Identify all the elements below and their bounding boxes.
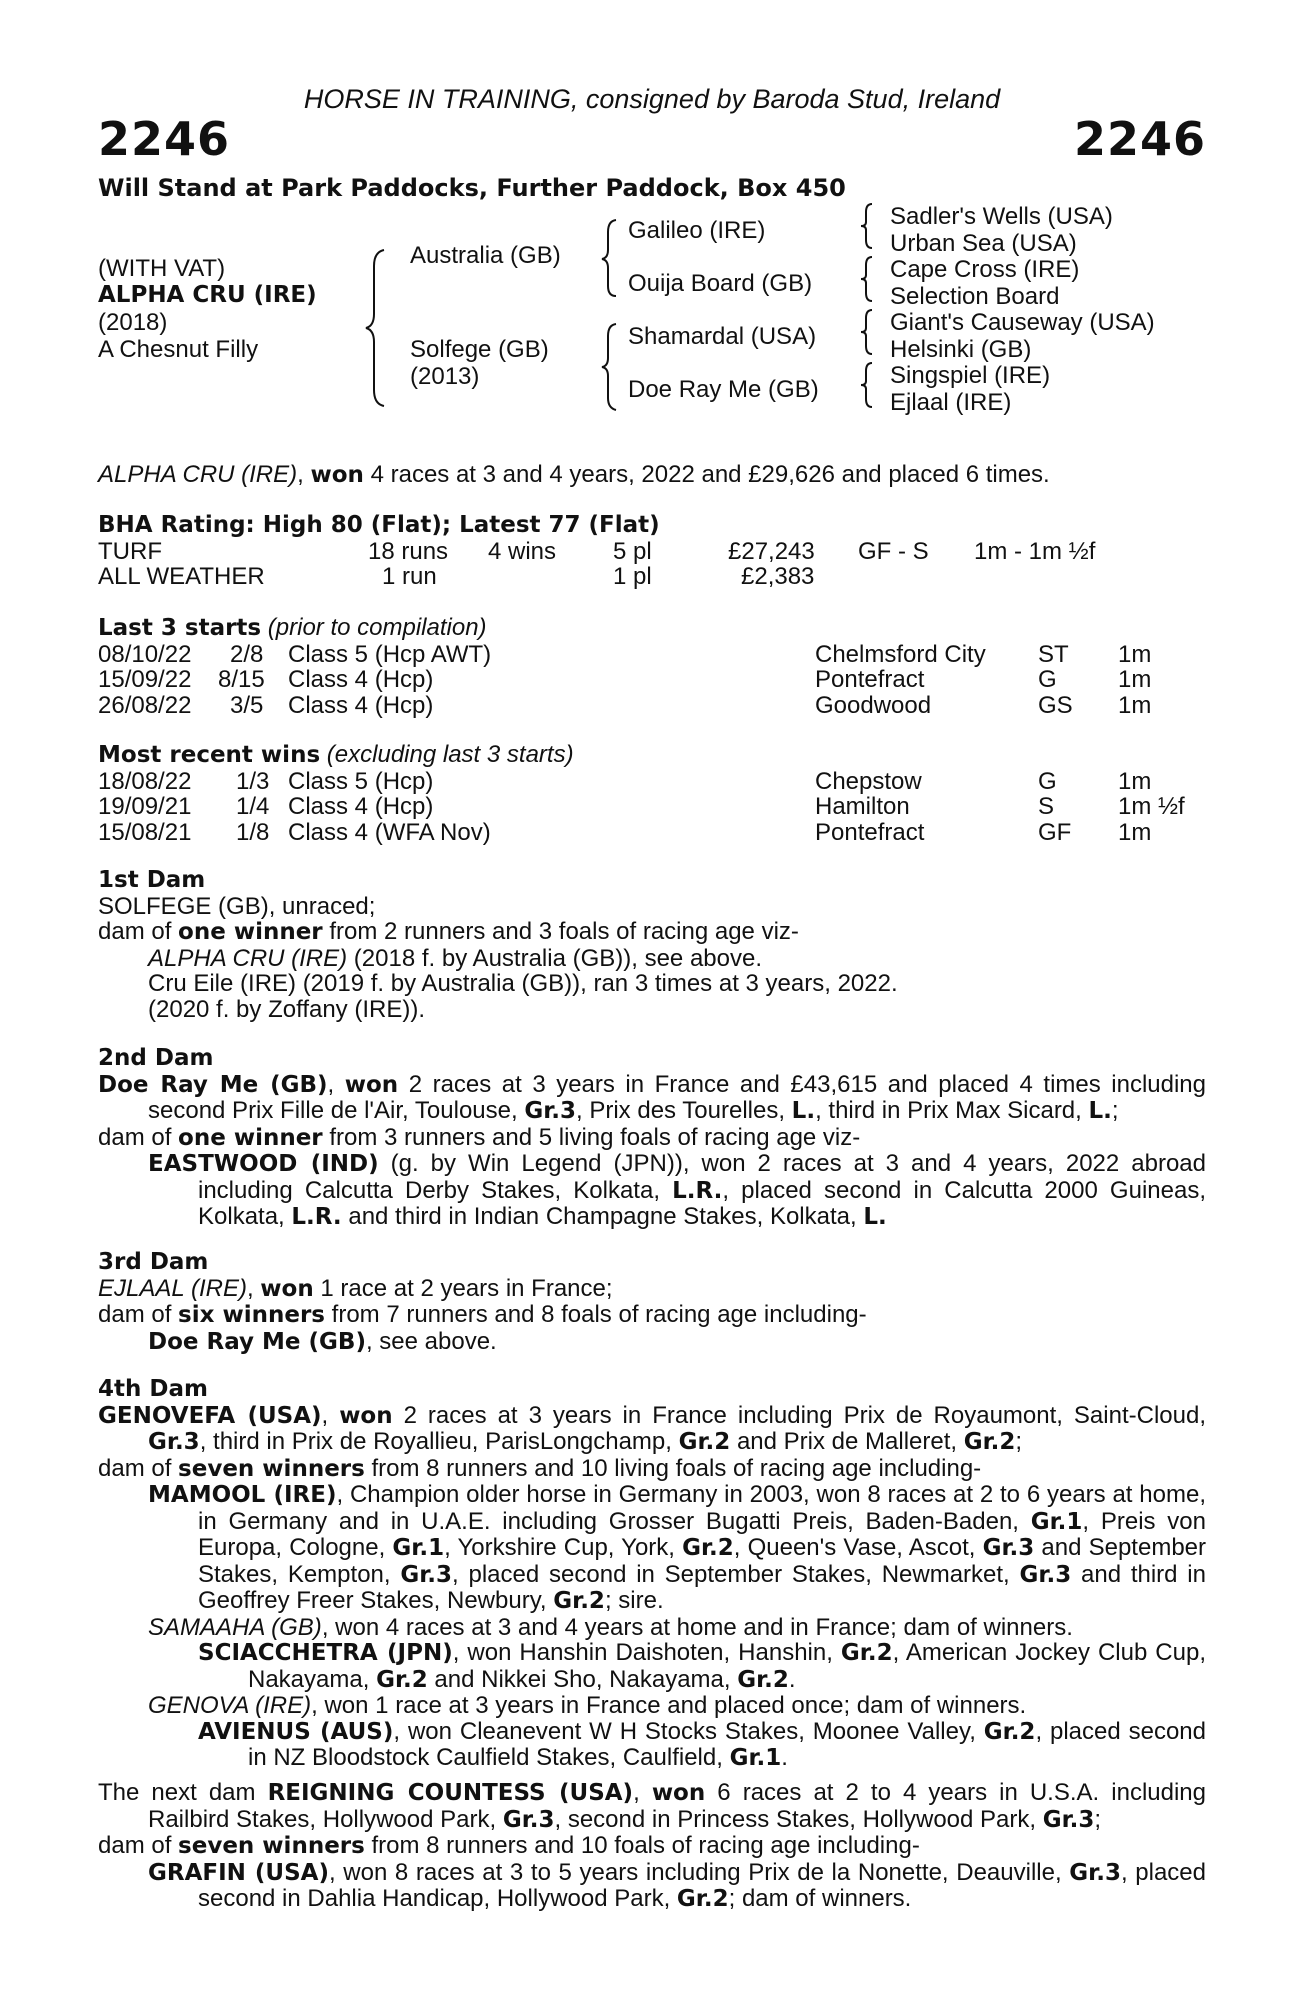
rating-surface: TURF <box>98 537 162 565</box>
lot-number-right: 2246 <box>1073 112 1206 166</box>
start-date: 08/10/22 <box>98 640 192 668</box>
table-row <box>98 794 1206 820</box>
third-dam-section: 3rd Dam EJLAAL (IRE), won 1 race at 2 years in France; dam of six winners from 7 runners and 8 foals of racing age including- Doe Ray Me (GB), see above. <box>98 1250 1206 1355</box>
win-going: G <box>1038 767 1057 795</box>
table-row <box>98 820 1206 846</box>
horse-name: ALPHA CRU (IRE) <box>98 282 317 308</box>
rating-row <box>98 539 1206 565</box>
dam-name: Doe Ray Me (GB) <box>98 1071 328 1098</box>
win-position: 1/8 <box>236 818 270 846</box>
ancestor-6: Helsinki (GB) <box>890 336 1032 363</box>
dam-name: GENOVEFA (USA) <box>98 1402 322 1429</box>
rating-surface: ALL WEATHER <box>98 563 265 590</box>
win-going: S <box>1038 793 1055 820</box>
win-date: 15/08/21 <box>98 818 192 846</box>
progeny-name: ALPHA CRU (IRE) <box>148 944 348 972</box>
progeny-name: SAMAAHA (GB) <box>148 1613 322 1641</box>
start-class: Class 4 (Hcp) <box>288 666 434 693</box>
progeny-name: SCIACCHETRA (JPN) <box>198 1640 453 1666</box>
main-brace <box>360 248 390 408</box>
start-going: ST <box>1038 640 1069 668</box>
horse-description: A Chesnut Filly <box>98 336 259 363</box>
first-dam-line: SOLFEGE (GB), unraced; <box>98 892 376 920</box>
progeny-name: MAMOOL (IRE) <box>148 1482 337 1508</box>
race-summary: ALPHA CRU (IRE), won 4 races at 3 and 4 years, 2022 and £29,626 and placed 6 times. <box>98 461 1050 488</box>
win-going: GF <box>1038 818 1072 846</box>
fourth-dam-section: 4th Dam GENOVEFA (USA), won 2 races at 3 years in France including Prix de Royaumont, Saint-Cloud, Gr.3, third in Prix de Royallieu, ParisLongchamp, Gr.2 and Prix de Malleret, Gr.2; dam of seven winners from 8 runners and 10 living foals of racing age including- MAMOOL (IRE), Champion older horse in Germany in 2003, won 8 races at 2 to 6 years at home, in Germany and in U.A.E. including Grosser Bugatti Preis, Baden-Baden, Gr.1, Preis von Europa, Cologne, Gr.1, Yorkshire Cup, York, Gr.2, Queen's Vase, Ascot, Gr.3 and September Stakes, Kempton, Gr.3, placed second in September Stakes, Newmarket, Gr.3 and third in Geoffrey Freer Stakes, Newbury, Gr.2; sire. SAMAAHA (GB), won 4 races at 3 and 4 years at home and in France; dam of winners. SCIACCHETRA (JPN), won Hanshin Daishoten, Hanshin, Gr.2, American Jockey Club Cup, Nakayama, Gr.2 and Nikkei Sho, Nakayama, Gr.2. GENOVA (IRE), won 1 race at 3 years in France and placed once; dam of winners. AVIENUS (AUS), won Cleanevent W H Stocks Stakes, Moonee Valley, Gr.2, placed second in NZ Bloodstock Caulfield Stakes, Caulfield, Gr.1. <box>98 1376 1207 1771</box>
ancestor-7: Singspiel (IRE) <box>890 362 1051 389</box>
first-dam-section: 1st Dam SOLFEGE (GB), unraced; dam of one winner from 2 runners and 3 foals of racing age viz- ALPHA CRU (IRE) (2018 f. by Australia (GB)), see above. Cru Eile (IRE) (2019 f. by Australia (GB)), ran 3 times at 3 years, 2022. (2020 f. by Zoffany (IRE)). <box>98 868 1206 1022</box>
dam-brace <box>598 322 622 412</box>
recent-wins-note: (excluding last 3 starts) <box>320 741 574 768</box>
rating-prize: £2,383 <box>741 563 815 590</box>
win-position: 1/4 <box>236 793 270 820</box>
rating-row <box>98 564 1206 590</box>
win-distance: 1m <box>1118 767 1152 795</box>
summary-horse: ALPHA CRU (IRE) <box>98 461 298 488</box>
start-class: Class 5 (Hcp AWT) <box>288 640 492 668</box>
start-going: G <box>1038 666 1057 693</box>
progeny-line: (2020 f. by Zoffany (IRE)). <box>148 995 425 1023</box>
start-date: 26/08/22 <box>98 691 192 719</box>
win-position: 1/3 <box>236 767 270 795</box>
ancestor-1: Sadler's Wells (USA) <box>890 203 1113 230</box>
recent-wins-heading: Most recent wins <box>98 742 321 768</box>
stabling-location: Will Stand at Park Paddocks, Further Paddock, Box 450 <box>98 174 846 202</box>
progeny-name: GRAFIN (USA) <box>148 1859 329 1886</box>
second-dam-heading: 2nd Dam <box>98 1045 214 1071</box>
brace-g2 <box>858 255 878 303</box>
second-dam-section: 2nd Dam Doe Ray Me (GB), won 2 races at 3 years in France and £43,615 and placed 4 times including second Prix Fille de l'Air, Toulouse, Gr.3, Prix des Tourelles, L., third in Prix Max Sicard, L.; dam of one winner from 3 runners and 5 living foals of racing age viz- EASTWOOD (IND) (g. by Win Legend (JPN)), won 2 races at 3 and 4 years, 2022 abroad including Calcutta Derby Stakes, Kolkata, L.R., placed second in Calcutta 2000 Guineas, Kolkata, L.R. and third in Indian Champagne Stakes, Kolkata, L. <box>98 1045 1206 1230</box>
brace-g1 <box>858 202 878 250</box>
start-date: 15/09/22 <box>98 666 192 693</box>
third-dam-heading: 3rd Dam <box>98 1249 209 1275</box>
start-distance: 1m <box>1118 666 1152 693</box>
ancestor-2: Urban Sea (USA) <box>890 230 1077 257</box>
progeny-name: AVIENUS (AUS) <box>198 1718 394 1745</box>
progeny-line: Cru Eile (IRE) (2019 f. by Australia (GB)), ran 3 times at 3 years, 2022. <box>148 970 898 997</box>
sire-dam-name: Ouija Board (GB) <box>628 270 813 297</box>
lot-number-left: 2246 <box>98 112 231 166</box>
rating-distance: 1m - 1m ½f <box>974 537 1096 565</box>
start-course: Goodwood <box>815 691 932 719</box>
dam-name: Solfege (GB) <box>410 336 549 363</box>
dam-name: EJLAAL (IRE) <box>98 1274 247 1302</box>
start-position: 2/8 <box>230 640 264 668</box>
rating-heading: BHA Rating: High 80 (Flat); Latest 77 (Flat) <box>98 512 660 538</box>
start-course: Chelmsford City <box>815 640 986 668</box>
win-course: Pontefract <box>815 818 925 846</box>
start-position: 8/15 <box>218 666 265 693</box>
sire-name: Australia (GB) <box>410 242 561 269</box>
dam-year: (2013) <box>410 363 480 390</box>
start-class: Class 4 (Hcp) <box>288 691 434 719</box>
recent-wins-section <box>98 742 1206 845</box>
brace-g3 <box>858 308 878 356</box>
dam-dam-name: Doe Ray Me (GB) <box>628 376 819 403</box>
ancestor-8: Ejlaal (IRE) <box>890 389 1012 416</box>
rating-going: GF - S <box>858 537 929 565</box>
win-class: Class 5 (Hcp) <box>288 767 434 795</box>
win-date: 18/08/22 <box>98 767 192 795</box>
start-distance: 1m <box>1118 691 1152 719</box>
ancestor-5: Giant's Causeway (USA) <box>890 309 1155 336</box>
win-distance: 1m <box>1118 818 1152 846</box>
start-position: 3/5 <box>230 691 264 719</box>
last-starts-section <box>98 615 1206 718</box>
horse-year: (2018) <box>98 309 168 336</box>
ancestor-3: Cape Cross (IRE) <box>890 256 1080 283</box>
last-starts-heading: Last 3 starts <box>98 615 262 641</box>
rating-runs: 1 run <box>382 563 437 590</box>
table-row <box>98 693 1206 719</box>
progeny-name: EASTWOOD (IND) <box>148 1151 379 1177</box>
first-dam-heading: 1st Dam <box>98 867 206 893</box>
sire-brace <box>598 218 622 298</box>
winner-count: one winner <box>178 919 323 945</box>
sire-sire-name: Galileo (IRE) <box>628 217 766 244</box>
win-date: 19/09/21 <box>98 793 192 820</box>
summary-text: 4 races at 3 and 4 years, 2022 and £29,626 and placed 6 times. <box>363 461 1050 488</box>
fourth-dam-heading: 4th Dam <box>98 1376 208 1402</box>
win-distance: 1m ½f <box>1118 793 1185 820</box>
start-distance: 1m <box>1118 640 1152 668</box>
rating-runs: 18 runs <box>368 537 449 565</box>
rating-section <box>98 513 1206 590</box>
summary-won: won <box>310 462 364 488</box>
start-going: GS <box>1038 691 1073 719</box>
rating-prize: £27,243 <box>728 537 815 565</box>
page-title: HORSE IN TRAINING, consigned by Baroda Stud, Ireland <box>303 84 1001 114</box>
dam-sire-name: Shamardal (USA) <box>628 323 817 350</box>
last-starts-note: (prior to compilation) <box>261 614 487 641</box>
rating-wins: 4 wins <box>488 537 557 565</box>
win-class: Class 4 (Hcp) <box>288 793 434 820</box>
next-dam-section: The next dam REIGNING COUNTESS (USA), won 6 races at 2 to 4 years in U.S.A. including Railbird Stakes, Hollywood Park, Gr.3, second in Princess Stakes, Hollywood Park, Gr.3; dam of seven winners from 8 runners and 10 foals of racing age including- GRAFIN (USA), won 8 races at 3 to 5 years including Prix de la Nonette, Deauville, Gr.3, placed second in Dahlia Handicap, Hollywood Park, Gr.2; dam of winners. <box>98 1779 1207 1912</box>
progeny-name: GENOVA (IRE) <box>148 1692 312 1719</box>
progeny-name: Doe Ray Me (GB) <box>148 1328 366 1355</box>
win-course: Chepstow <box>815 767 922 795</box>
table-row <box>98 642 1206 668</box>
start-course: Pontefract <box>815 666 925 693</box>
ancestor-4: Selection Board <box>890 283 1060 310</box>
table-row <box>98 769 1206 795</box>
rating-placed: 1 pl <box>613 563 652 590</box>
rating-placed: 5 pl <box>613 537 652 565</box>
dam-name: REIGNING COUNTESS (USA) <box>267 1780 634 1806</box>
brace-g4 <box>858 361 878 409</box>
table-row <box>98 667 1206 693</box>
vat-note: (WITH VAT) <box>98 255 226 282</box>
win-class: Class 4 (WFA Nov) <box>288 818 491 846</box>
win-course: Hamilton <box>815 793 910 820</box>
